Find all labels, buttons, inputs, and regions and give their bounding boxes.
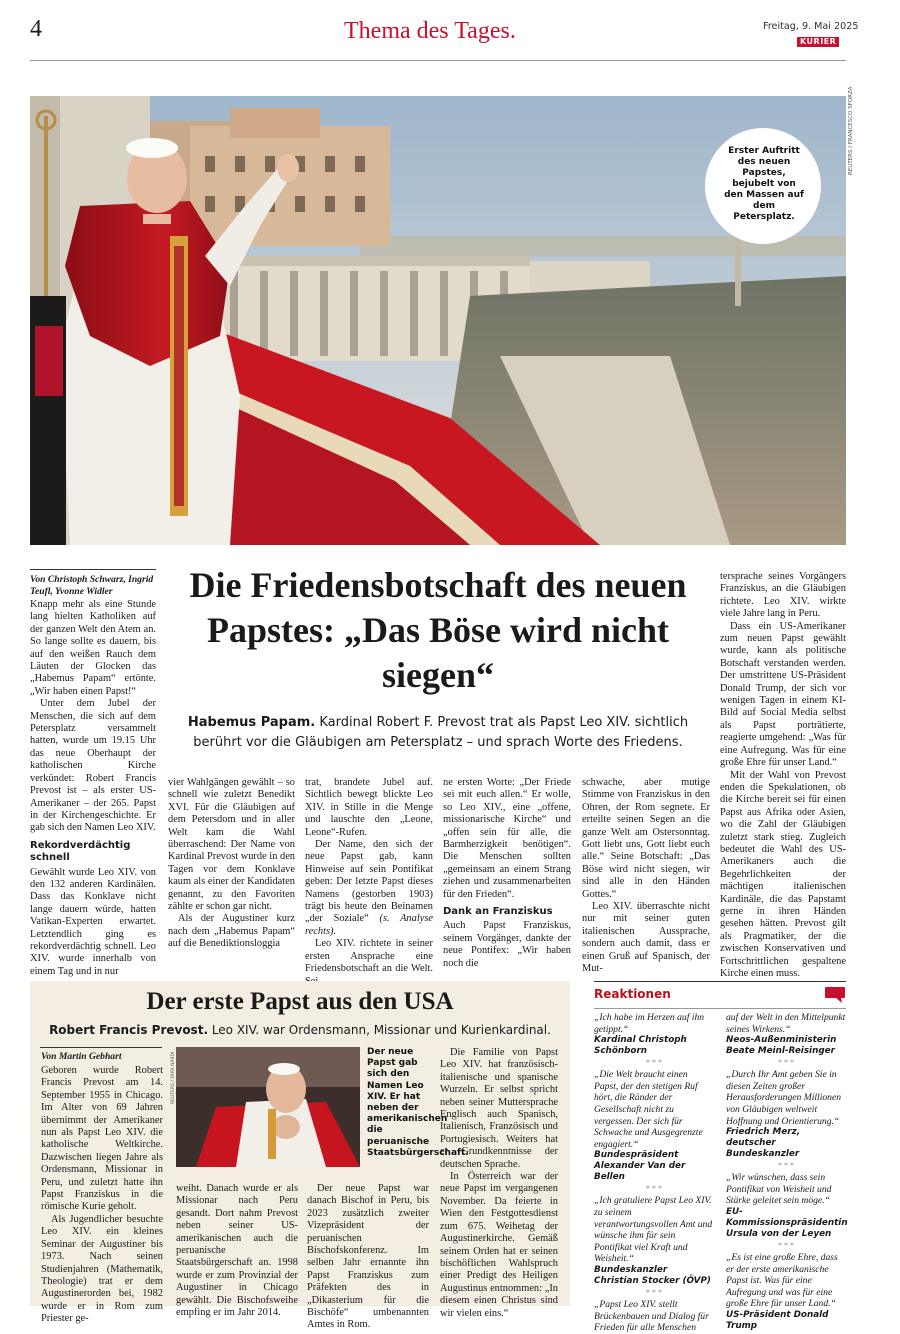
box-headline: Der erste Papst aus den USA [146,988,454,1015]
article-reference: (s. Analyse rechts). [305,913,433,937]
reaction-author: Friedrich Merz, deutscher Bundeskanzler [726,1127,801,1160]
reaction-quote: „Wir wünschen, dass sein Pontifikat von Weisheit und Stärke geleitet sein möge.“ [726,1172,832,1207]
article-paragraph: Auch Papst Franziskus, seinem Vorgänger, dankte der neue Pontifex: „Wir haben noch die [443,920,571,969]
article-paragraph: Dass ein US-Amerikaner zum neuen Papst gewählt wurde, kann als politische Botschaft verstanden werden. Der umstrittene US-Präsident Donald Trump, der sich vor wenigen Tagen in einem KI-Bild auf Social Media selbst als Papst porträtierte, reagierte umgehend: „Was für eine Aufregung. Was für eine große Ehre für unser Land.“ [720,620,846,769]
photo-caption: Erster Auftritt des neuen Papstes, bejubelt von den Massen auf dem Petersplatz. [724,146,804,222]
reaction-quote: „Die Welt braucht einen Papst, der den stetigen Ruf hört, die Ränder der Gesellschaft nicht zu vergessen. Der sich für Schwache und Ausgegrenzte engagiert.“ [594,1069,703,1150]
box-photo-credit: REUTERS / YARA NARDI [171,1051,176,1104]
article-paragraph: Leo XIV. überraschte nicht nur mit seiner guten italienischen Aussprache, sondern auch damit, dass er einen Gruß auf Spanisch, der Mut- [582,901,710,975]
article-col-1 [30,599,156,978]
speech-bubble-icon [825,987,845,1003]
reaction-separator: * * * [646,1287,662,1297]
reaction-author: Kardinal Christoph Schönborn [594,1035,687,1057]
article-lead-text: Kardinal Robert F. Prevost trat als Papst Leo XIV. sichtlich berührt vor die Gläubigen am Petersplatz – und sprach Worte des Friedens. [193,715,689,750]
reaction-separator: * * * [778,1058,794,1068]
box-lead-bold: Robert Francis Prevost. [49,1023,208,1037]
reaction-quote: „Papst Leo XIV. stellt Brückenbauen und Dialog für Frieden für alle Menschen [594,1298,709,1334]
reaction-quote: „Ich habe im Herzen auf ihn getippt.“ [594,1012,705,1035]
article-paragraph: tersprache seines Vorgängers Franziskus, an die Gläubigen richtete. Leo XIV. wirkte viele Jahre lang in Peru. [720,571,846,620]
box-byline-rule [40,1047,162,1048]
reaction-item [726,1172,846,1240]
article-subhead: Dank an Franziskus [443,906,553,918]
reaction-quote: „Durch Ihr Amt geben Sie in diesen Zeiten großer Herausforderungen Millionen von Gläubigen weltweit Hoffnung und Orientierung.“ [726,1069,842,1127]
section-title: Thema des Tages. [344,18,516,44]
article-paragraph: Mit der Wahl von Prevost enden die Spekulationen, ob die Kirche bereit sei für einen Papst aus Afrika oder Asien, wo die Zahl der Gläubigen zuletzt stark stieg. Zugleich bedeutet die Wahl des US-Amerikaners auch die Begehrlichkeiten der mächtigen italienischen Kardinäle, die das Papstamt gerne in ihren Händen gesehen hätten. Prevost gilt als Pragmatiker, der die zwischen Konservativen und Fortschrittlichen gespaltene Kirche einen muss. [720,769,846,979]
reaction-item [726,1252,846,1332]
article-paragraph: Gewählt wurde Leo XIV. von den 132 anderen Kardinälen. Dass das Konklave nicht lange dauern würde, hatten Vatikan-Experten erwartet. Letztendlich ging es rekordverdächtig schnell. Leo XIV. wurde innerhalb von einem Tag und in nur [30,866,156,977]
photo-credit: REUTERS / FRANCESCO SFORZA [848,86,854,175]
reaktionen-col-right [726,1012,846,1332]
box-paragraph: Der neue Papst war danach Bischof in Peru, bis 2023 zusätzlich zweiter Vizepräsident der peruanischen Bischofskonferenz. Im selben Jahr ernannte ihn Papst Franziskus zum Präfekten des in „Dikasterium für die Bischöfe“ umbenannten Amtes in Rom. [307,1183,429,1331]
article-paragraph: schwache, aber mutige Stimme von Franziskus in den Ohren, der Rom segnete. Er erteilte seinen Segen an die ganze Welt am Ostersonntag. Gott liebt uns, Gott liebt euch alle.“ Seine Botschaft: „Das Böse wird nicht siegen, wir sind alle in den Händen Gottes.“ [582,777,710,900]
article-col-2 [168,777,295,951]
box-paragraph: Geboren wurde Robert Francis Prevost am 14. September 1955 in Chicago. Im Alter von 69 Jahren übernimmt der Amerikaner nun als Papst Leo XIV. die katholische Weltkirche. Dazwischen liegen Jahre als Ordensmann, Missionar in Peru, und zuletzt hatte ihn Papst Franziskus in die römische Kurie geholt. [41,1065,163,1213]
box-col-3 [307,1183,429,1332]
reaktionen-col-left [594,1012,714,1334]
box-lead-text: Leo XIV. war Ordensmann, Missionar und Kurienkardinal. [208,1023,551,1037]
reaction-item [594,1299,714,1334]
byline-rule [30,569,156,570]
header-rule [30,60,846,61]
reaction-item [594,1069,714,1183]
reaction-item [726,1012,846,1057]
article-col-6 [720,571,846,980]
box-byline: Von Martin Gebhart [41,1051,122,1062]
article-headline: Die Friedensbotschaft des neuen Papstes: „Das Böse wird nicht siegen“ [189,565,687,695]
article-paragraph: Leo XIV. richtete in seiner ersten Ansprache eine Friedensbotschaft an die Welt. [305,938,433,975]
reaction-author: Neos-Außenministerin Beate Meinl-Reisinger [726,1035,837,1057]
article-lead-bold: Habemus Papam. [187,715,316,730]
reaction-author: Bundespräsident Alexander Van der Bellen [594,1150,686,1183]
reaktionen-title: Reaktionen [594,987,671,1001]
article-subhead: Rekordverdächtig schnell [30,839,131,864]
box-paragraph: weiht. Danach wurde er als Missionar nach Peru gesandt. Dort nahm Prevost neben seiner US-amerikanischen auch die peruanische Staatsbürgerschaft an. 1998 wurde er zum Provinzial der Augustiner in Chicago gewählt. Die Bischofsweihe empfing er im Jahr 2014. [176,1183,298,1319]
article-col-3 [305,777,433,988]
box-paragraph: Als Jugendlicher besuchte Leo XIV. ein kleines Seminar der Augustiner bis 1973. Nach seinen Studienjahren (Mathematik, Theologie) trat er dem Augustinerorden bei, 1982 wurde er in Rom zum Priester ge- [41,1213,163,1325]
reaction-author: US-Präsident Donald Trump [726,1309,829,1331]
box-photo-caption: Der neue Papst gab sich den Namen Leo XIV. Er hat neben der amerikanischen die peruanische Staatsbürgerschaft. [367,1047,469,1158]
article-paragraph: Als der Augustiner kurz nach dem „Habemus Papam“ auf die Benediktionsloggia [168,913,295,950]
reaction-quote: „Ich gratuliere Papst Leo XIV. zu seinem verantwortungsvollen Amt und wünsche ihm für sein Pontifikat viel Kraft und Weisheit.“ [594,1195,713,1265]
reaction-quote: auf der Welt in den Mittelpunkt seines Wirkens.“ [726,1012,846,1035]
reaction-separator: * * * [778,1161,794,1171]
article-paragraph: Unter dem Jubel der Menschen, die sich auf dem Petersplatz versammelt hatten, wurde um 19.15 Uhr das neue Oberhaupt der katholischen Kirche verkündet: Robert Francis Prevost ist – als erster US-Amerikaner – der 265. Papst in der Kirchengeschichte. Er gab sich den Namen Leo XIV. [30,698,156,834]
page-number: 4 [30,16,42,42]
issue-date: Freitag, 9. Mai 2025 [763,21,859,32]
reaction-item [594,1012,714,1057]
box-paragraph: In Österreich war der neue Papst im vergangenen November. Da feierte in Wien den Festgottesdienst zum 675. Weihetag der Augustinerkirche. Gemäß seinem Orden hat er seinen bischöflichen Wahlspruch einer Predigt des Heiligen Augustinus entnommen: „In diesem einen Christus sind wir vielen eins.“ [440,1171,558,1319]
article-col-4 [443,777,571,970]
article-paragraph: ne ersten Worte: „Der Friede sei mit euch allen.“ Er wolle, so Leo XIV., eine „offene, missionarische Kirche“ und „offen sein für alle, die Barmherzigkeit benötigen“. Die Menschen sollten „gemeinsam an einem Strang ziehen und zusammenarbeiten für den Frieden“. [443,777,571,900]
box-lead [30,1021,570,1039]
box-paragraph: Die Familie von Papst Leo XIV. hat französisch-italienische und spanische Wurzeln. Er selbst spricht neben seiner Muttersprache Englisch auch Spanisch, Italienisch, Französisch und Portugiesisch. Weiters hat er Grundkenntnisse der deutschen Sprache. [440,1047,558,1170]
reaction-author: Bundeskanzler Christian Stocker (ÖVP) [594,1264,711,1286]
reaction-item [594,1195,714,1287]
box-photo [176,1047,360,1167]
reaction-separator: * * * [778,1240,794,1250]
article-text: trat, brandete Jubel auf. Sichtlich bewegt blickte Leo XIV. in Stille in die Menge und lauschte den „Leone, Leone“-Rufen. [305,777,433,838]
article-text: Der Name, den sich der neue Papst gab, kann Hinweise auf sein Pontifikat geben: Der letzte Papst dieses Namens (gestorben 1903) trägt bis heute den Beinamen „der Soziale“ [305,839,433,925]
article-byline: Von Christoph Schwarz, Ingrid Teufl, Yvonne Widler [30,574,154,597]
article-paragraph [305,839,433,938]
reaction-author: EU-Kommissionspräsidentin Ursula von der Leyen [726,1206,848,1239]
reaction-item [726,1069,846,1160]
reaktionen-rule [594,1008,846,1009]
article-paragraph [305,777,433,839]
reaction-quote: „Es ist eine große Ehre, dass er der erste amerikanische Papst ist. Was für eine Aufregung und was für eine große Ehre für unser Land.“ [726,1251,838,1310]
paper-logo: KURIER [797,37,839,47]
box-col-2 [176,1183,298,1319]
reaction-separator: * * * [646,1058,662,1068]
article-lead [178,713,698,753]
reaktionen-top-rule [594,981,846,982]
reaction-separator: * * * [646,1184,662,1194]
article-paragraph: vier Wahlgängen gewählt – so schnell wie zuletzt Benedikt XVI. Für die Gläubigen auf dem Petersdom und in aller Welt kam die Wahl überraschend: Der Name von Kardinal Prevost wurde in den Tagen vor dem Konklave kaum als einer der Kandidaten genannt, zu den Favoriten zählte er schon gar nicht. [168,777,295,913]
box-col-1 [41,1065,163,1326]
box-col-4 [440,1047,558,1320]
article-col-5 [582,777,710,976]
article-paragraph: Knapp mehr als eine Stunde lang hielten Katholiken auf der ganzen Welt den Atem an. So lange sollte es dauern, bis auf den weißen Rauch dem Läuten der Glocken das „Habemus Papam“ ertönte. „Wir haben einen Papst!“ [30,599,156,697]
